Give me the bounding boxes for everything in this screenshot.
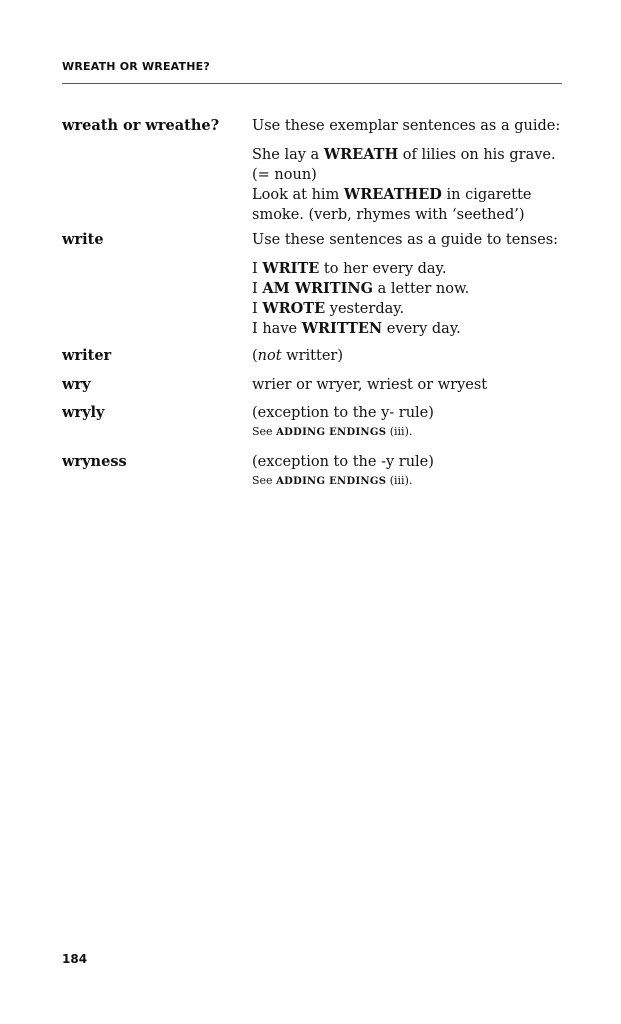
cross-reference-target: ADDING ENDINGS <box>276 427 387 438</box>
definition <box>252 375 564 395</box>
definition <box>252 346 564 366</box>
headword: wryness <box>62 453 127 470</box>
definition <box>252 116 564 225</box>
headword: writer <box>62 347 112 364</box>
example-sentence: Look at him WREATHED in cigarette <box>252 186 532 203</box>
headword: wryly <box>62 404 105 421</box>
definition-text: wrier or wryer, wriest or wryest <box>252 377 488 393</box>
example-sentence: I AM WRITING a letter now. <box>252 280 470 297</box>
example-sentence: I WROTE yesterday. <box>252 300 405 317</box>
definition <box>252 403 564 441</box>
intro-text: Use these sentences as a guide to tenses: <box>252 232 559 248</box>
example-keyword: WREATH <box>323 146 399 163</box>
definition-text: (exception to the -y rule) <box>252 454 434 470</box>
example-sentence: I have WRITTEN every day. <box>252 320 461 337</box>
example-sentence: She lay a WREATH of lilies on his grave. <box>252 146 556 163</box>
cross-reference: See ADDING ENDINGS (iii). <box>252 474 413 487</box>
headword: wry <box>62 376 91 393</box>
example-note: (= noun) <box>252 167 317 183</box>
example-sentence: I WRITE to her every day. <box>252 260 447 277</box>
example-note: smoke. (verb, rhymes with ‘seethed’) <box>252 207 525 223</box>
example-keyword: WRITTEN <box>301 320 383 337</box>
example-keyword: WRITE <box>262 260 320 277</box>
italic-word: not <box>257 348 282 364</box>
headword: wreath or wreathe? <box>62 117 220 134</box>
definition-text: (exception to the y- rule) <box>252 405 434 421</box>
headword: write <box>62 231 104 248</box>
example-keyword: WREATHED <box>343 186 442 203</box>
page-number: 184 <box>62 952 88 966</box>
cross-reference: See ADDING ENDINGS (iii). <box>252 425 413 438</box>
example-keyword: AM WRITING <box>262 280 374 297</box>
definition <box>252 230 564 339</box>
definition <box>252 452 564 490</box>
header-divider <box>62 83 562 84</box>
intro-text: Use these exemplar sentences as a guide: <box>252 118 561 134</box>
example-keyword: WROTE <box>262 300 326 317</box>
definition-text: (not writter) <box>252 348 343 364</box>
cross-reference-target: ADDING ENDINGS <box>276 476 387 487</box>
running-head: WREATH OR WREATHE? <box>62 60 210 73</box>
